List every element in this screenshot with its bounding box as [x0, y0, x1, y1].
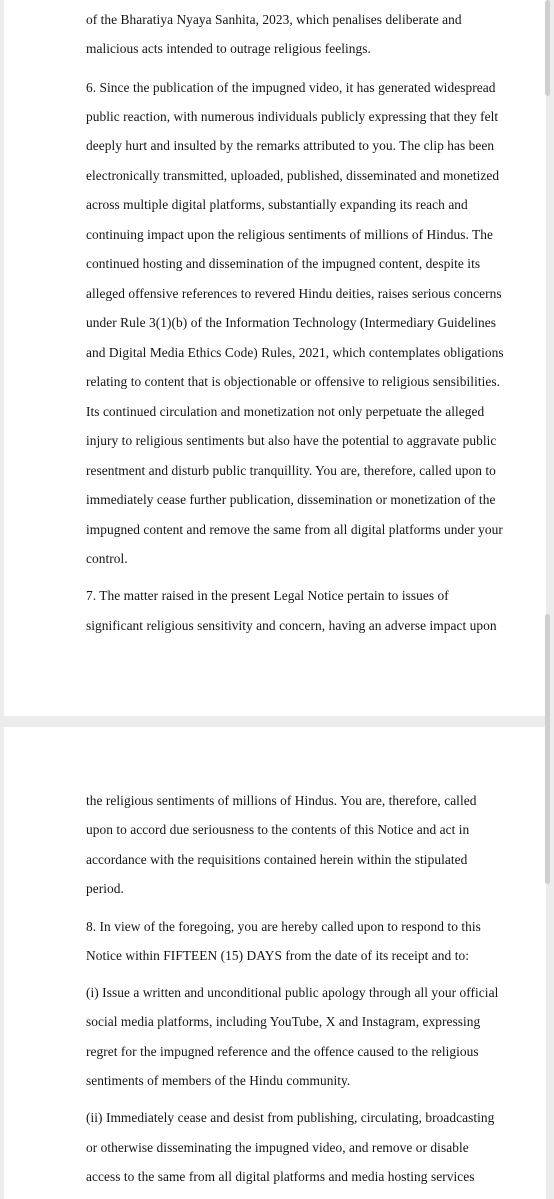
scrollbar-thumb-lower[interactable]: [545, 614, 550, 884]
text-line: injury to religious sentiments but also have the potential to aggravate public: [86, 433, 497, 448]
document-page-1: [4, 0, 546, 716]
text-line: (i) Issue a written and unconditional public apology through all your official: [86, 985, 499, 1000]
text-line: continuing impact upon the religious sentiments of millions of Hindus. The: [86, 227, 493, 242]
text-line: control.: [86, 551, 128, 566]
text-line: of the Bharatiya Nyaya Sanhita, 2023, which penalises deliberate and: [86, 12, 462, 27]
text-line: upon to accord due seriousness to the contents of this Notice and act in: [86, 822, 470, 837]
text-line: under Rule 3(1)(b) of the Information Technology (Intermediary Guidelines: [86, 315, 497, 330]
text-line: resentment and disturb public tranquillity. You are, therefore, called upon to: [86, 463, 496, 478]
text-line: deeply hurt and insulted by the remarks attributed to you. The clip has been: [86, 138, 495, 153]
text-line: immediately cease further publication, dissemination or monetization of the: [86, 492, 496, 507]
text-line: 7. The matter raised in the present Legal Notice pertain to issues of: [86, 588, 449, 603]
text-line: or otherwise disseminating the impugned video, and remove or disable: [86, 1140, 469, 1155]
text-line: continued hosting and dissemination of the impugned content, despite its: [86, 256, 481, 271]
text-line: accordance with the requisitions contained herein within the stipulated: [86, 852, 468, 867]
text-line: the religious sentiments of millions of Hindus. You are, therefore, called: [86, 793, 477, 808]
text-line: relating to content that is objectionable or offensive to religious sensibilities.: [86, 374, 501, 389]
text-line: significant religious sensitivity and concern, having an adverse impact upon: [86, 618, 497, 633]
text-line: impugned content and remove the same from all digital platforms under your: [86, 522, 503, 537]
text-line: (ii) Immediately cease and desist from publishing, circulating, broadcasting: [86, 1110, 495, 1125]
text-line: access to the same from all digital platforms and media hosting services: [86, 1169, 475, 1184]
text-line: social media platforms, including YouTube, X and Instagram, expressing: [86, 1014, 481, 1029]
text-line: Its continued circulation and monetization not only perpetuate the alleged: [86, 404, 485, 419]
text-line: public reaction, with numerous individuals publicly expressing that they felt: [86, 109, 499, 124]
text-line: period.: [86, 881, 124, 896]
text-line: alleged offensive references to revered Hindu deities, raises serious concerns: [86, 286, 502, 301]
text-line: malicious acts intended to outrage religious feelings.: [86, 41, 371, 56]
text-line: 6. Since the publication of the impugned video, it has generated widespread: [86, 80, 496, 95]
text-line: Notice within FIFTEEN (15) DAYS from the date of its receipt and to:: [86, 948, 469, 963]
text-line: electronically transmitted, uploaded, published, disseminated and monetized: [86, 168, 500, 183]
text-line: sentiments of members of the Hindu community.: [86, 1073, 351, 1088]
scrollbar-thumb-upper[interactable]: [545, 0, 550, 96]
text-line: 8. In view of the foregoing, you are hereby called upon to respond to this: [86, 919, 481, 934]
text-line: and Digital Media Ethics Code) Rules, 2021, which contemplates obligations: [86, 345, 504, 360]
text-line: regret for the impugned reference and the offence caused to the religious: [86, 1044, 479, 1059]
document-page-2: [4, 727, 546, 1199]
text-line: across multiple digital platforms, substantially expanding its reach and: [86, 197, 468, 212]
